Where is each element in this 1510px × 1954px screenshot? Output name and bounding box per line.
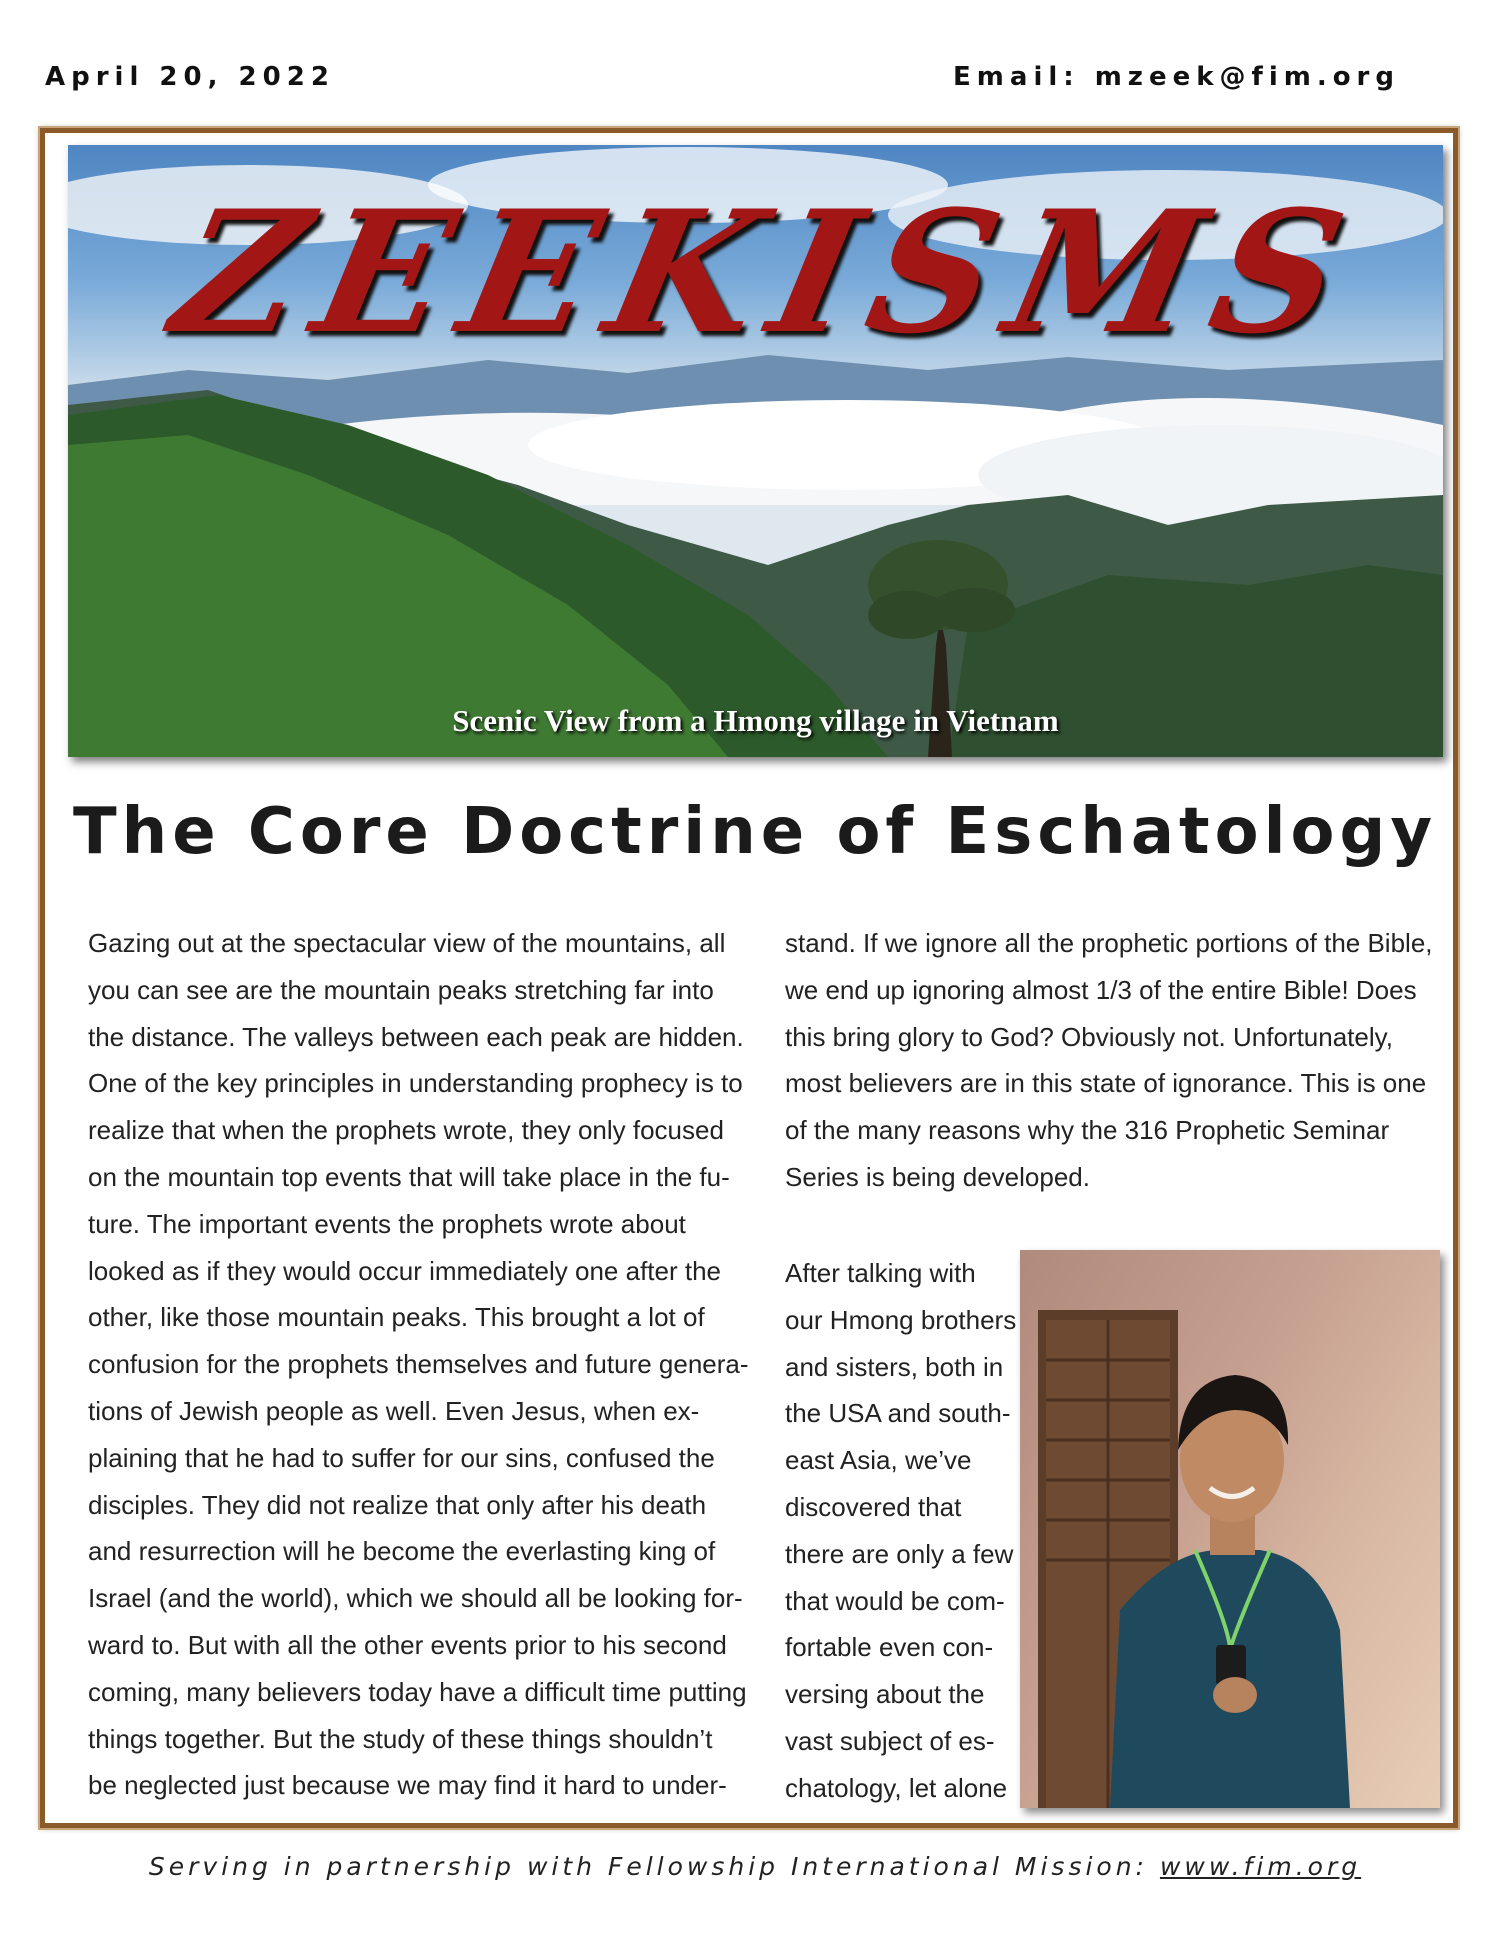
text-line: vast subject of es- <box>785 1725 995 1756</box>
text-line: that would be com- <box>785 1585 1005 1616</box>
contact-email[interactable]: Email: mzeek@fim.org <box>953 62 1400 92</box>
text-line: be neglected just because we may find it hard to under- <box>88 1770 727 1801</box>
portrait-photo <box>1020 1250 1440 1808</box>
text-line: the distance. The valleys between each peak are hidden. <box>88 1021 744 1052</box>
text-line: east Asia, we’ve <box>785 1445 972 1476</box>
issue-date: April 20, 2022 <box>45 62 335 92</box>
text-line: we end up ignoring almost 1/3 of the entire Bible! Does <box>785 974 1417 1005</box>
person-photo-image <box>1020 1250 1440 1808</box>
text-line: you can see are the mountain peaks stretching far into <box>88 974 714 1005</box>
masthead-title: ZEEKISMS <box>158 173 1378 371</box>
text-line: coming, many believers today have a difficult time putting <box>88 1676 747 1707</box>
text-line: Gazing out at the spectacular view of the mountains, all <box>88 928 726 958</box>
footer-text: Serving in partnership with Fellowship International Mission: <box>148 1852 1160 1881</box>
text-line: ture. The important events the prophets wrote about <box>88 1208 686 1239</box>
text-line: looked as if they would occur immediately one after the <box>88 1255 722 1286</box>
text-line: things together. But the study of these things shouldn’t <box>88 1723 713 1754</box>
text-line: most believers are in this state of ignorance. This is one <box>785 1068 1427 1099</box>
text-line: stand. If we ignore all the prophetic portions of the Bible, <box>785 928 1433 958</box>
text-line: of the many reasons why the 316 Prophetic Seminar <box>785 1115 1390 1146</box>
text-line: on the mountain top events that will take place in the fu- <box>88 1161 730 1192</box>
text-line: our Hmong brothers <box>785 1304 1017 1335</box>
text-line: realize that when the prophets wrote, they only focused <box>88 1115 724 1146</box>
article-left-column <box>88 920 749 1809</box>
text-line: Series is being developed. <box>785 1161 1090 1192</box>
text-line: fortable even con- <box>785 1632 994 1663</box>
text-line: and resurrection will he become the everlasting king of <box>88 1536 716 1567</box>
text-line: tions of Jewish people as well. Even Jesus, when ex- <box>88 1395 700 1426</box>
text-line: the USA and south- <box>785 1398 1011 1429</box>
text-line: and sisters, both in <box>785 1351 1004 1382</box>
text-line: other, like those mountain peaks. This brought a lot of <box>88 1302 705 1333</box>
text-line: there are only a few <box>785 1538 1014 1569</box>
article-wrap-column <box>785 1250 1015 1812</box>
footer-website-link[interactable]: www.fim.org <box>1159 1852 1362 1881</box>
article-title: The Core Doctrine of Eschatology <box>72 795 1438 869</box>
text-line: chatology, let alone <box>785 1772 1008 1803</box>
text-line: disciples. They did not realize that only after his death <box>88 1489 707 1520</box>
hero-image <box>68 145 1443 757</box>
text-line: confusion for the prophets themselves and future genera- <box>88 1349 749 1380</box>
text-line: versing about the <box>785 1679 985 1710</box>
text-line: ward to. But with all the other events prior to his second <box>88 1629 727 1660</box>
text-line: this bring glory to God? Obviously not. Unfortunately, <box>785 1021 1393 1052</box>
hero-caption: Scenic View from a Hmong village in Vietnam <box>452 703 1059 738</box>
text-line: One of the key principles in understanding prophecy is to <box>88 1068 743 1099</box>
text-line: Israel (and the world), which we should all be looking for- <box>88 1583 743 1614</box>
article-right-column <box>785 920 1433 1201</box>
text-line: After talking with <box>785 1258 976 1288</box>
text-line: plaining that he had to suffer for our sins, confused the <box>88 1442 715 1473</box>
footer-tagline <box>0 1852 1510 1881</box>
text-line: discovered that <box>785 1491 962 1522</box>
